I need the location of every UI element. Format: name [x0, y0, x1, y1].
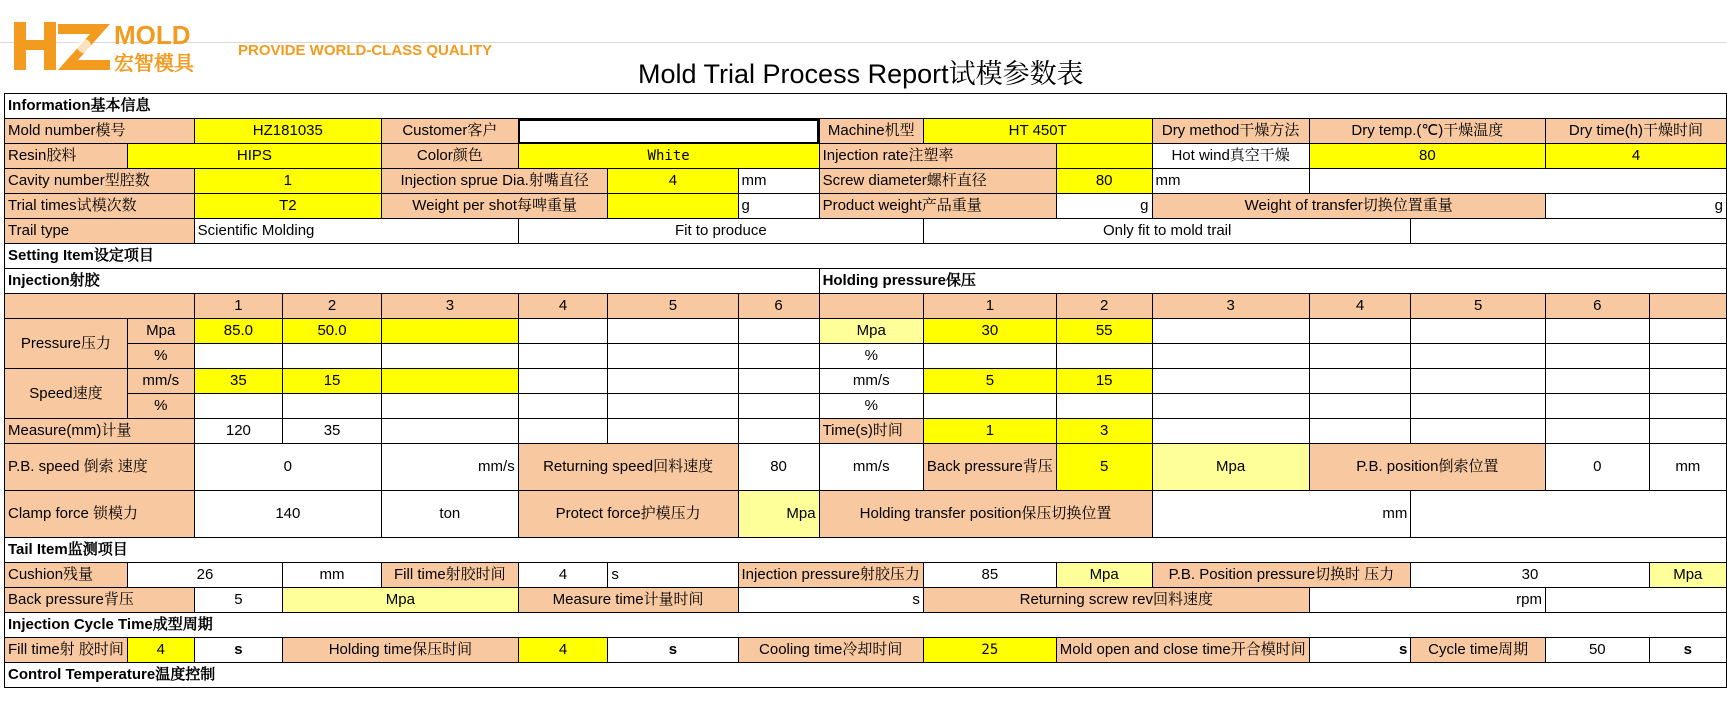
section-cycle: Injection Cycle Time成型周期: [5, 613, 1727, 638]
holding-label: Holding pressure保压: [819, 269, 1726, 294]
inj-speed-1[interactable]: 35: [194, 369, 282, 394]
fill-time-unit: s: [608, 563, 738, 588]
hold-pressure-6[interactable]: [1545, 319, 1649, 344]
trail-type-label: Trail type: [5, 219, 195, 244]
cooling-time-value[interactable]: 25: [923, 638, 1056, 663]
returning-speed-unit: mm/s: [819, 444, 923, 491]
pb-speed-label: P.B. speed 倒索 速度: [5, 444, 195, 491]
returning-speed-label: Returning speed回料速度: [518, 444, 738, 491]
hold-stage-2: 2: [1056, 294, 1152, 319]
inj-pressure-pct-unit: %: [127, 344, 194, 369]
weight-shot-unit: g: [738, 194, 819, 219]
pressure-label: Pressure压力: [5, 319, 128, 369]
inj-stage-1: 1: [194, 294, 282, 319]
fill-time-label: Fill time射胶时间: [382, 563, 519, 588]
pb-position-unit: mm: [1649, 444, 1726, 491]
hold-pressure-pct-unit: %: [819, 344, 923, 369]
mold-number-label: Mold number模号: [5, 119, 195, 144]
hold-pressure-1[interactable]: 30: [923, 319, 1056, 344]
hold-stage-3: 3: [1152, 294, 1309, 319]
dry-time-value[interactable]: 4: [1545, 144, 1726, 169]
inj-speed-3[interactable]: [382, 369, 519, 394]
tail-back-pressure-unit: Mpa: [283, 588, 519, 613]
inj-speed-5[interactable]: [608, 369, 738, 394]
trail-type-option-mold-trail[interactable]: Only fit to mold trail: [923, 219, 1410, 244]
injection-rate-label: Injection rate注塑率: [819, 144, 1056, 169]
fill-time-value[interactable]: 4: [518, 563, 608, 588]
dry-time-label: Dry time(h)干燥时间: [1545, 119, 1726, 144]
weight-shot-label: Weight per shot每啤重量: [382, 194, 608, 219]
pb-pos-pressure-label: P.B. Position pressure切换时 压力: [1152, 563, 1411, 588]
hold-transfer-label: Holding transfer position保压切换位置: [819, 491, 1152, 538]
speed-label: Speed速度: [5, 369, 128, 419]
holding-time-label: Holding time保压时间: [283, 638, 519, 663]
weight-shot-value[interactable]: [608, 194, 738, 219]
cushion-unit: mm: [283, 563, 382, 588]
inj-speed-6[interactable]: [738, 369, 819, 394]
slogan: PROVIDE WORLD-CLASS QUALITY: [238, 42, 493, 59]
customer-value[interactable]: [518, 119, 819, 144]
section-setting: Setting Item设定项目: [5, 244, 1727, 269]
inj-pressure-3[interactable]: [382, 319, 519, 344]
inj-pressure-2[interactable]: 50.0: [283, 319, 382, 344]
inj-speed-pct-unit: %: [127, 394, 194, 419]
cycle-fill-label: Fill time射 胶时间: [5, 638, 128, 663]
measure-label: Measure(mm)计量: [5, 419, 195, 444]
inj-speed-2[interactable]: 15: [283, 369, 382, 394]
measure-time-unit: s: [738, 588, 923, 613]
cycle-time-value[interactable]: 50: [1545, 638, 1649, 663]
tail-inj-pressure-label: Injection pressure射胶压力: [738, 563, 923, 588]
hold-time-6[interactable]: [1545, 419, 1649, 444]
customer-label: Customer客户: [382, 119, 519, 144]
cycle-fill-value[interactable]: 4: [127, 638, 194, 663]
hold-time-3[interactable]: [1152, 419, 1309, 444]
section-tail: Tail Item监测项目: [5, 538, 1727, 563]
hold-transfer-unit: mm: [1152, 491, 1411, 538]
cushion-value[interactable]: 26: [127, 563, 282, 588]
pb-speed-value[interactable]: 0: [194, 444, 381, 491]
tail-inj-pressure-value[interactable]: 85: [923, 563, 1056, 588]
hold-stage-1: 1: [923, 294, 1056, 319]
inj-stage-2: 2: [283, 294, 382, 319]
inj-pressure-1[interactable]: 85.0: [194, 319, 282, 344]
color-label: Color颜色: [382, 144, 519, 169]
hold-pressure-3[interactable]: [1152, 319, 1309, 344]
hold-pressure-2[interactable]: 55: [1056, 319, 1152, 344]
machine-value[interactable]: HT 450T: [923, 119, 1152, 144]
dry-temp-value[interactable]: 80: [1309, 144, 1545, 169]
cooling-time-label: Cooling time冷却时间: [738, 638, 923, 663]
back-pressure-label: Back pressure背压: [923, 444, 1056, 491]
protect-label: Protect force护模压力: [518, 491, 738, 538]
measure-time-label: Measure time计量时间: [518, 588, 738, 613]
sprue-label: Injection sprue Dia.射嘴直径: [382, 169, 608, 194]
returning-rev-unit: rpm: [1309, 588, 1545, 613]
pb-pos-pressure-unit: Mpa: [1649, 563, 1726, 588]
hold-speed-5[interactable]: [1411, 369, 1546, 394]
trail-type-option-scientific[interactable]: Scientific Molding: [194, 219, 518, 244]
section-information: Information基本信息: [5, 94, 1727, 119]
hold-stage-4: 4: [1309, 294, 1411, 319]
hold-stage-5: 5: [1411, 294, 1546, 319]
trial-label: Trial times试模次数: [5, 194, 195, 219]
transfer-weight-unit: g: [1545, 194, 1726, 219]
hold-pressure-5[interactable]: [1411, 319, 1546, 344]
hold-speed-1[interactable]: 5: [923, 369, 1056, 394]
machine-label: Machine机型: [819, 119, 923, 144]
tail-back-pressure-label: Back pressure背压: [5, 588, 195, 613]
hold-speed-unit: mm/s: [819, 369, 923, 394]
pb-position-value[interactable]: 0: [1545, 444, 1649, 491]
section-temperature: Control Temperature温度控制: [5, 663, 1727, 688]
cavity-label: Cavity number型腔数: [5, 169, 195, 194]
inj-stage-6: 6: [738, 294, 819, 319]
holding-time-value[interactable]: 4: [518, 638, 608, 663]
color-value[interactable]: White: [518, 144, 819, 169]
inj-pressure-unit: Mpa: [127, 319, 194, 344]
tail-back-pressure-value[interactable]: 5: [194, 588, 282, 613]
svg-text:MOLD: MOLD: [114, 20, 191, 50]
dry-method-value[interactable]: Hot wind真空干燥: [1152, 144, 1309, 169]
measure-3[interactable]: [382, 419, 519, 444]
inj-speed-4[interactable]: [518, 369, 608, 394]
inj-speed-unit: mm/s: [127, 369, 194, 394]
inj-pressure-4[interactable]: [518, 319, 608, 344]
cycle-fill-unit: s: [194, 638, 282, 663]
dry-method-label: Dry method干燥方法: [1152, 119, 1309, 144]
measure-6[interactable]: [738, 419, 819, 444]
inj-pressure-6[interactable]: [738, 319, 819, 344]
product-weight-label: Product weight产品重量: [819, 194, 1056, 219]
clamp-unit: ton: [382, 491, 519, 538]
inj-pressure-5[interactable]: [608, 319, 738, 344]
hold-time-label: Time(s)时间: [819, 419, 923, 444]
injection-rate-value[interactable]: [1056, 144, 1152, 169]
svg-text:宏智模具: 宏智模具: [114, 51, 194, 75]
resin-label: Resin胶料: [5, 144, 128, 169]
protect-unit: Mpa: [738, 491, 819, 538]
returning-rev-label: Returning screw rev回料速度: [923, 588, 1309, 613]
hold-time-2[interactable]: 3: [1056, 419, 1152, 444]
mold-number-value[interactable]: HZ181035: [194, 119, 381, 144]
sprue-value[interactable]: 4: [608, 169, 738, 194]
trial-value[interactable]: T2: [194, 194, 381, 219]
back-pressure-value[interactable]: 5: [1056, 444, 1152, 491]
hold-stage-6: 6: [1545, 294, 1649, 319]
sprue-unit: mm: [738, 169, 819, 194]
inj-stage-3: 3: [382, 294, 519, 319]
inj-stage-4: 4: [518, 294, 608, 319]
report-table: [4, 93, 1727, 688]
tail-inj-pressure-unit: Mpa: [1056, 563, 1152, 588]
report-header: [0, 0, 1727, 92]
resin-value[interactable]: HIPS: [127, 144, 381, 169]
trail-type-option-fit-produce[interactable]: Fit to produce: [518, 219, 923, 244]
screw-unit: mm: [1152, 169, 1309, 194]
hold-speed-4[interactable]: [1309, 369, 1411, 394]
screw-label: Screw diameter螺杆直径: [819, 169, 1056, 194]
dry-temp-label: Dry temp.(℃)干燥温度: [1309, 119, 1545, 144]
measure-4[interactable]: [518, 419, 608, 444]
returning-speed-value[interactable]: 80: [738, 444, 819, 491]
holding-time-unit: s: [608, 638, 738, 663]
mold-oc-unit: s: [1309, 638, 1411, 663]
hold-pressure-unit: Mpa: [819, 319, 923, 344]
back-pressure-unit: Mpa: [1152, 444, 1309, 491]
pb-speed-unit: mm/s: [382, 444, 519, 491]
transfer-weight-label: Weight of transfer切换位置重量: [1152, 194, 1545, 219]
cycle-time-label: Cycle time周期: [1411, 638, 1546, 663]
screw-value[interactable]: 80: [1056, 169, 1152, 194]
measure-1[interactable]: 120: [194, 419, 282, 444]
page-title: Mold Trial Process Report试模参数表: [638, 59, 1084, 89]
hold-time-4[interactable]: [1309, 419, 1411, 444]
hold-speed-2[interactable]: 15: [1056, 369, 1152, 394]
company-logo: [14, 18, 229, 78]
product-weight-unit: g: [1056, 194, 1152, 219]
hold-speed-3[interactable]: [1152, 369, 1309, 394]
report-table-wrap: [4, 93, 1727, 688]
clamp-value[interactable]: 140: [194, 491, 381, 538]
cushion-label: Cushion残量: [5, 563, 128, 588]
clamp-label: Clamp force 锁模力: [5, 491, 195, 538]
measure-5[interactable]: [608, 419, 738, 444]
cavity-value[interactable]: 1: [194, 169, 381, 194]
inj-stage-5: 5: [608, 294, 738, 319]
measure-2[interactable]: 35: [283, 419, 382, 444]
pb-pos-pressure-value[interactable]: 30: [1411, 563, 1649, 588]
mold-oc-label: Mold open and close time开合模时间: [1056, 638, 1309, 663]
hold-speed-pct-unit: %: [819, 394, 923, 419]
hold-pressure-4[interactable]: [1309, 319, 1411, 344]
hold-time-5[interactable]: [1411, 419, 1546, 444]
hold-speed-6[interactable]: [1545, 369, 1649, 394]
injection-label: Injection射胶: [5, 269, 820, 294]
pb-position-label: P.B. position倒索位置: [1309, 444, 1545, 491]
hold-time-1[interactable]: 1: [923, 419, 1056, 444]
cycle-time-unit: s: [1649, 638, 1726, 663]
